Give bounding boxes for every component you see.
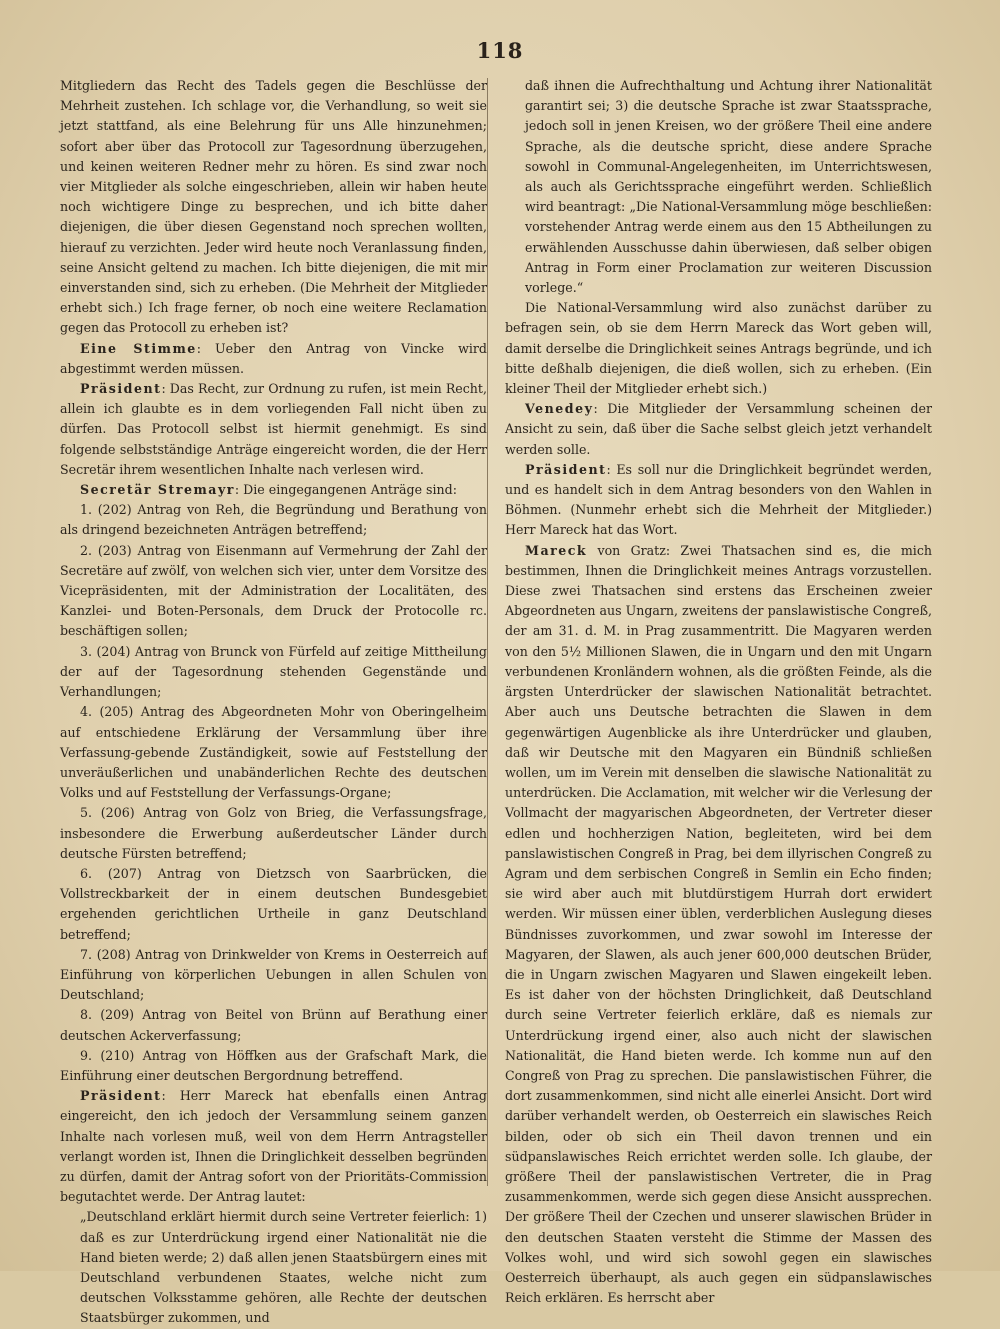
motion-list-item [60, 541, 487, 642]
paragraph-text: 4. (205) Antrag des Abgeordneten Mohr von Oberingelheim auf entschiedene Erklärung der Versammlung über ihre Verfassung-gebende Zuständigkeit, sowie auf Feststellung der unveräußerlichen und unabänderlichen Rechte des deutschen Volks und auf Feststellung der Verfassungs-Organe; [60, 704, 487, 801]
column-divider [487, 78, 488, 1186]
paragraph-text: : Die Mitglieder der Versammlung scheinen der Ansicht zu sein, daß über die Sache selbst gleich jetzt verhandelt werden solle. [505, 401, 932, 457]
paragraph-text: Die National-Versammlung wird also zunächst darüber zu befragen sein, ob sie dem Herrn Mareck das Wort geben will, damit derselbe die Dringlichkeit seines Antrags begründe, und ich bitte deßhalb diejenigen, die dieß wollen, sich zu erheben. (Ein kleiner Theil der Mitglieder erhebt sich.) [505, 300, 932, 397]
paragraph-text: 1. (202) Antrag von Reh, die Begründung und Berathung von als dringend bezeichneten Anträgen betreffend; [60, 502, 487, 538]
speaker-name: Präsident [525, 461, 607, 477]
speaker-name: Eine Stimme [80, 340, 197, 356]
motion-list-item [60, 1046, 487, 1086]
paragraph-text: 3. (204) Antrag von Brunck von Fürfeld auf zeitige Mittheilung der auf der Tagesordnung stehenden Gegenstände und Verhandlungen; [60, 643, 487, 700]
speech-paragraph [60, 480, 487, 500]
motion-list-item [60, 1005, 487, 1045]
motion-list-item [60, 702, 487, 803]
paragraph-text: von Gratz: Zwei Thatsachen sind es, die mich bestimmen, Ihnen die Dringlichkeit meines Antrags vorzustellen. Diese zwei Thatsachen sind erstens das Erscheinen zweier Abgeordneten aus Ungarn, zweitens der panslawistische Congreß, der am 31. d. M. in Prag zusammentritt. Die Magyaren werden von den 5½ Millionen Slawen, die in Ungarn und den mit Ungarn verbundenen Kronländern wohnen, als die größten Feinde, als die ärgsten Unterdrücker der slawischen Nationalität betrachtet. Aber auch uns Deutsche betrachten die Slawen in dem gegenwärtigen Augenblicke als ihre Unterdrücker und glauben, daß wir Deutsche mit den Magyaren ein Bündniß schließen wollen, um im Verein mit denselben die slawische Nationalität zu unterdrücken. Die Acclamation, mit welcher wir die Verlesung der Vollmacht der magyarischen Abgeordneten, der Vertreter dieser edlen und hochherzigen Nation, begleiteten, wird bei dem panslawistischen Congreß in Prag, bei dem illyrischen Congreß zu Agram und dem serbischen Congreß in Semlin ein Echo finden; sie wird aber auch mit blutdürstigem Hurrah dort erwidert werden. Wir müssen einer üblen, verderblichen Auslegung dieses Bündnisses zuvorkommen, und zwar sowohl im Interesse der Magyaren, der Slawen, als auch jener 600,000 deutschen Brüder, die in Ungarn zwischen Magyaren und Slawen eingekeilt leben. Es ist daher von der höchsten Dringlichkeit, daß Deutschland durch seine Vertreter feierlich erkläre, daß es niemals zur Unterdrückung irgend einer, also auch nicht der slawischen Nationalität, die Hand bieten werde. Ich komme nun auf den Congreß von Prag zu sprechen. Die panslawistischen Führer, die dort zusammenkommen, sind nicht alle einerlei Ansicht. Dort wird darüber verhandelt werden, ob Oesterreich ein slawisches Reich bilden, oder ob sich ein Theil davon trennen und ein südpanslawisches Reich errichtet werden solle. Ich glaube, der größere Theil der panslawistischen Vertreter, die in Prag zusammenkommen, werde sich gegen diese Ansicht aussprechen. Der größere Theil der Czechen und unserer slawischen Brüder in den deutschen Staaten versteht die Stimme der Massen des Volkes wohl, und wird sich sowohl gegen ein slawisches Oesterreich überhaupt, als auch gegen ein südpanslawisches Reich erklären. Es herrscht aber [505, 542, 932, 1306]
speaker-name: Mareck [525, 542, 588, 558]
left-column [60, 76, 487, 1329]
speaker-name: Präsident [80, 381, 162, 397]
right-column [505, 76, 932, 1308]
paragraph-text: daß ihnen die Aufrechthaltung und Achtung ihrer Nationalität garantirt sei; 3) die deutsche Sprache ist zwar Staatssprache, jedoch soll in jenen Kreisen, wo der größere Theil eine andere Sprache, als die deutsche spricht, diese andere Sprache sowohl in Communal-Angelegenheiten, im Unterrichtswesen, als auch als Gerichtssprache eingeführt werden. Schließlich wird beantragt: „Die National-Versammlung möge beschließen: vorstehender Antrag werde einem aus den 15 Abtheilungen zu erwählenden Ausschusse dahin überwiesen, daß selber obigen Antrag in Form einer Proclamation zur weiteren Discussion vorlege.“ [525, 78, 932, 296]
paragraph-text: „Deutschland erklärt hiermit durch seine Vertreter feierlich: 1) daß es zur Unterdrückung irgend einer Nationalität nie die Hand bieten werde; 2) daß allen jenen Staatsbürgern eines mit Deutschland verbundenen Staates, welche nicht zum deutschen Volksstamme gehören, alle Rechte der deutschen Staatsbürger zukommen, und [80, 1209, 487, 1326]
speech-paragraph [60, 379, 487, 480]
paragraph-text: : Herr Mareck hat ebenfalls einen Antrag eingereicht, den ich jedoch der Versammlung seinem ganzen Inhalte nach vorlesen muß, weil von dem Herrn Antragsteller verlangt worden ist, Ihnen die Dringlichkeit desselben begründen zu dürfen, damit der Antrag sofort von der Prioritäts-Commission begutachtet werde. Der Antrag lautet: [60, 1088, 487, 1205]
speech-paragraph [505, 541, 932, 1309]
text-paragraph [505, 298, 932, 399]
speaker-name: Präsident [80, 1088, 162, 1104]
speech-paragraph [505, 460, 932, 541]
paragraph-text: : Es soll nur die Dringlichkeit begründet werden, und es handelt sich in dem Antrag besonders von den Wahlen in Böhmen. (Nunmehr erhebt sich die Mehrheit der Mitglieder.) Herr Mareck hat das Wort. [505, 461, 932, 538]
motion-list-item [60, 864, 487, 945]
motion-list-item [60, 642, 487, 703]
motion-list-item [60, 803, 487, 864]
paragraph-text: 7. (208) Antrag von Drinkwelder von Krems in Oesterreich auf Einführung von körperlichen Uebungen in allen Schulen von Deutschland; [60, 946, 487, 1003]
paragraph-text: : Ueber den Antrag von Vincke wird abgestimmt werden müssen. [60, 340, 487, 376]
paragraph-text: Mitgliedern das Recht des Tadels gegen die Beschlüsse der Mehrheit zustehen. Ich schlage vor, die Verhandlung, so weit sie jetzt stattfand, als eine Belehrung für uns Alle hinzunehmen; sofort aber über das Protocoll zur Tagesordnung überzugehen, und keinen weiteren Redner mehr zu hören. Es sind zwar noch vier Mitglieder als solche eingeschrieben, allein wir haben heute noch wichtigere Dinge zu besprechen, und ich bitte daher diejenigen, die über diesen Gegenstand noch sprechen wollten, hierauf zu verzichten. Jeder wird heute noch Veranlassung finden, seine Ansicht geltend zu machen. Ich bitte diejenigen, die mit mir einverstanden sind, sich zu erheben. (Die Mehrheit der Mitglieder erhebt sich.) Ich frage ferner, ob noch eine weitere Reclamation gegen das Protocoll zu erheben ist? [60, 78, 487, 336]
speech-paragraph [505, 399, 932, 460]
quoted-motion [525, 76, 932, 298]
speaker-name: Secretär Stremayr [80, 482, 235, 498]
speech-paragraph [60, 1086, 487, 1207]
paragraph-text: 2. (203) Antrag von Eisenmann auf Vermehrung der Zahl der Secretäre auf zwölf, von welchen sich vier, unter dem Vorsitze des Vicepräsidenten, mit der Administration der Localitäten, des Kanzlei- und Boten-Personals, dem Druck der Protocolle rc. beschäftigen sollen; [60, 542, 487, 639]
paragraph-text: 5. (206) Antrag von Golz von Brieg, die Verfassungsfrage, insbesondere die Erwerbung außerdeutscher Länder durch deutsche Fürsten betreffend; [60, 805, 487, 861]
paragraph-text: 8. (209) Antrag von Beitel von Brünn auf Berathung einer deutschen Ackerverfassung; [60, 1007, 487, 1043]
quoted-motion [80, 1207, 487, 1328]
motion-list-item [60, 500, 487, 540]
speaker-name: Venedey [525, 401, 594, 417]
paragraph-text: : Das Recht, zur Ordnung zu rufen, ist mein Recht, allein ich glaubte es in dem vorliegenden Fall nicht üben zu dürfen. Das Protocoll selbst ist hiermit genehmigt. Es sind folgende selbstständige Anträge eingereicht worden, die der Herr Secretär ihrem wesentlichen Inhalte nach verlesen wird. [60, 381, 487, 477]
speech-paragraph [60, 339, 487, 379]
motion-list-item [60, 945, 487, 1006]
paragraph-text: 9. (210) Antrag von Höffken aus der Grafschaft Mark, die Einführung einer deutschen Bergordnung betreffend. [60, 1047, 487, 1083]
text-paragraph [60, 76, 487, 339]
paragraph-text: : Die eingegangenen Anträge sind: [234, 482, 457, 498]
page-number: 118 [476, 38, 524, 63]
paragraph-text: 6. (207) Antrag von Dietzsch von Saarbrücken, die Vollstreckbarkeit der in einem deutschen Bundesgebiet ergehenden gerichtlichen Urtheile in ganz Deutschland betreffend; [60, 865, 487, 942]
